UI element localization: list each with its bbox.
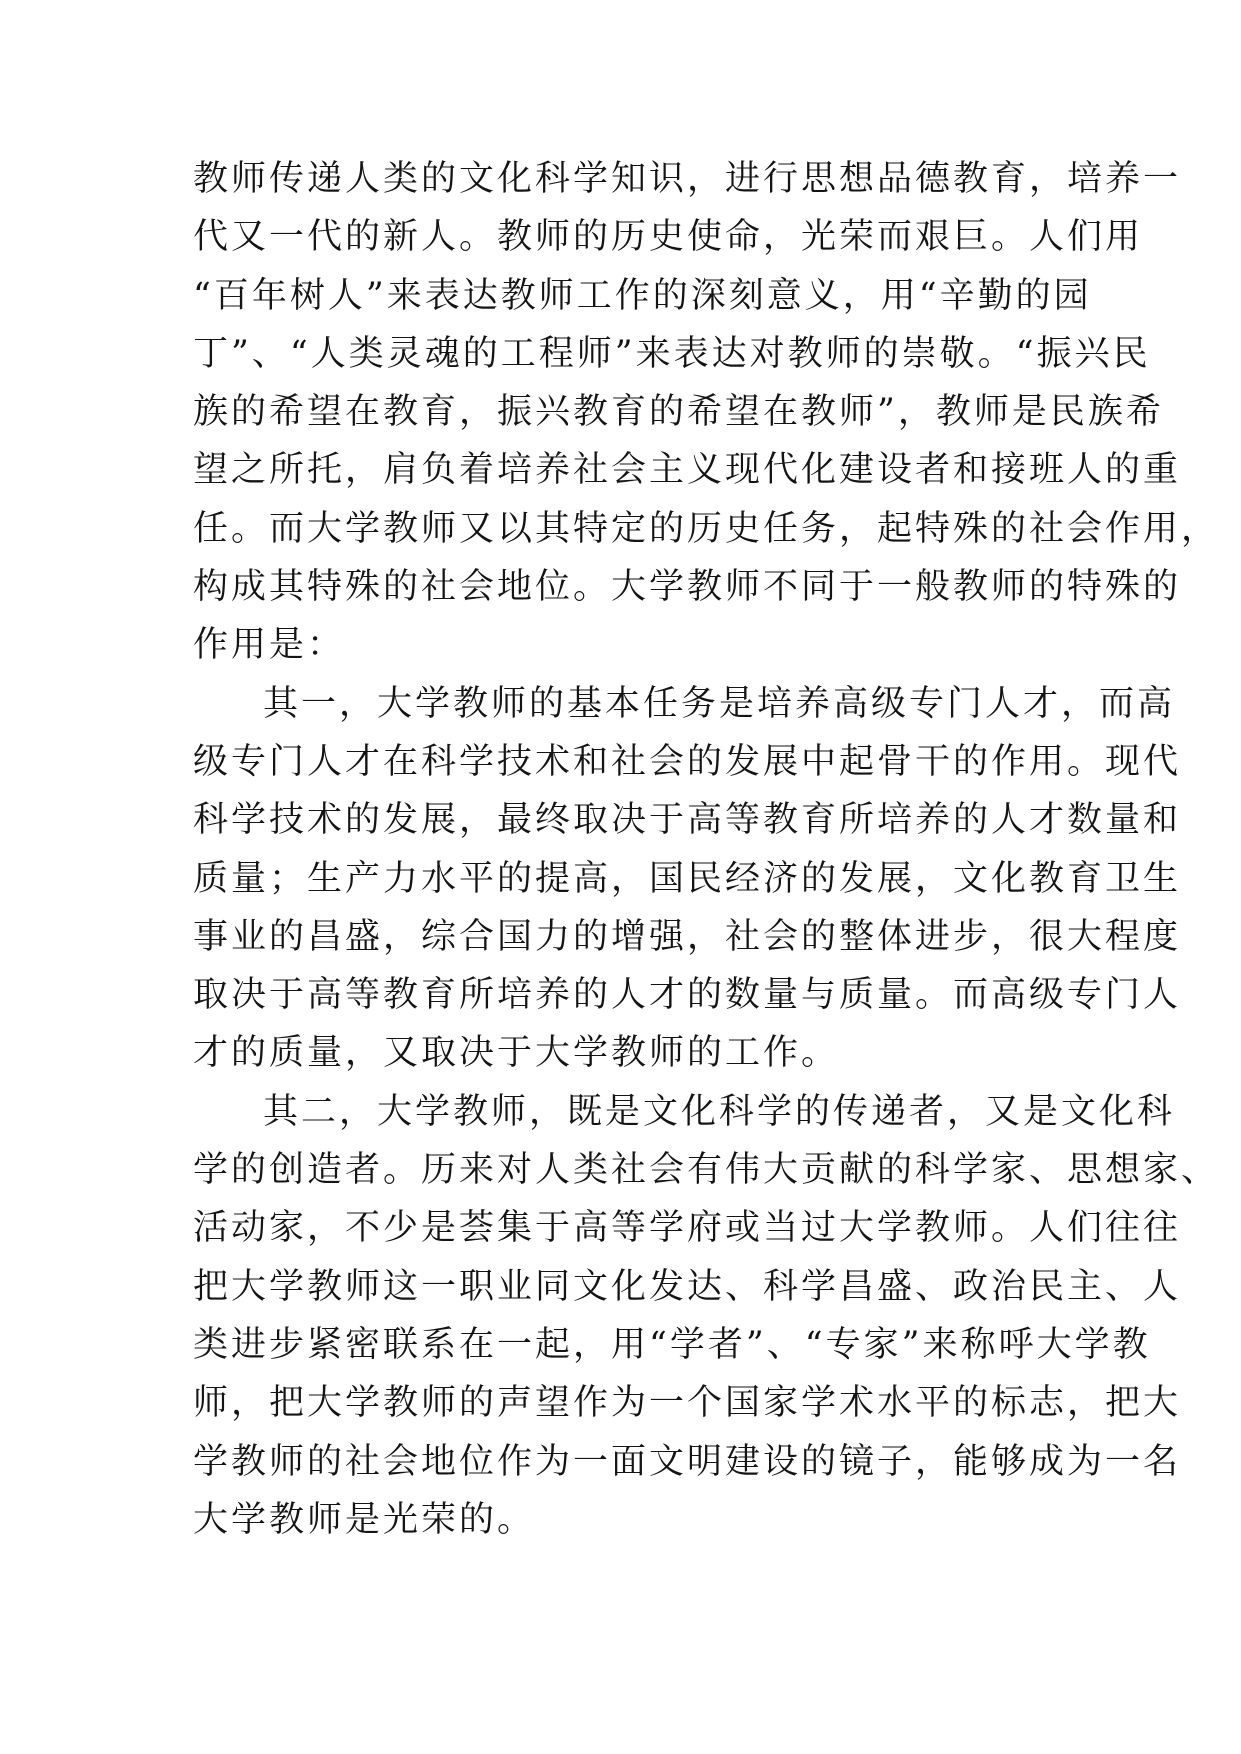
paragraph-second-point (193, 1083, 1220, 1549)
text-line: 科学技术的发展，最终取决于高等教育所培养的人才数量和 (193, 800, 1182, 841)
text-line: “百年树人”来表达教师工作的深刻意义，用“辛勤的园 (193, 275, 1092, 316)
text-line: 大学教师是光荣的。 (193, 1499, 536, 1540)
paragraph-first-point (193, 675, 1182, 1083)
text-line: 代又一代的新人。教师的历史使命，光荣而艰巨。人们用 (193, 217, 1144, 258)
text-line: 事业的昌盛，综合国力的增强，社会的整体进步，很大程度 (193, 916, 1182, 957)
text-line: 把大学教师这一职业同文化发达、科学昌盛、政治民主、人 (193, 1266, 1182, 1307)
text-line: 族的希望在教育，振兴教育的希望在教师”，教师是民族希 (193, 392, 1164, 433)
text-line: 级专门人才在科学技术和社会的发展中起骨干的作用。现代 (193, 741, 1182, 782)
text-line: 学的创造者。历来对人类社会有伟大贡献的科学家、思想家、 (193, 1150, 1220, 1191)
text-line: 类进步紧密联系在一起，用“学者”、“专家”来称呼大学教 (193, 1324, 1151, 1365)
text-line: 学教师的社会地位作为一面文明建设的镜子，能够成为一名 (193, 1441, 1182, 1482)
text-line: 望之所托，肩负着培养社会主义现代化建设者和接班人的重 (193, 450, 1182, 491)
text-line: 构成其特殊的社会地位。大学教师不同于一般教师的特殊的 (193, 567, 1182, 608)
text-line: 丁”、“人类灵魂的工程师”来表达对教师的崇敬。“振兴民 (193, 333, 1151, 374)
text-line: 作用是： (193, 625, 346, 666)
paragraph-intro (193, 150, 1220, 675)
text-line: 师，把大学教师的声望作为一个国家学术水平的标志，把大 (193, 1383, 1182, 1424)
text-line: 其一，大学教师的基本任务是培养高级专门人才，而高 (263, 683, 1176, 724)
text-line: 活动家，不少是荟集于高等学府或当过大学教师。人们往往 (193, 1208, 1182, 1249)
text-line: 质量；生产力水平的提高，国民经济的发展，文化教育卫生 (193, 858, 1182, 899)
text-line: 任。而大学教师又以其特定的历史任务，起特殊的社会作用， (193, 508, 1220, 549)
text-line: 其二，大学教师，既是文化科学的传递者，又是文化科 (263, 1091, 1176, 1132)
text-line: 才的质量，又取决于大学教师的工作。 (193, 1033, 840, 1074)
text-line: 取决于高等教育所培养的人才的数量与质量。而高级专门人 (193, 975, 1182, 1016)
text-line: 教师传递人类的文化科学知识，进行思想品德教育，培养一 (193, 159, 1182, 199)
body-text (193, 150, 1220, 1549)
